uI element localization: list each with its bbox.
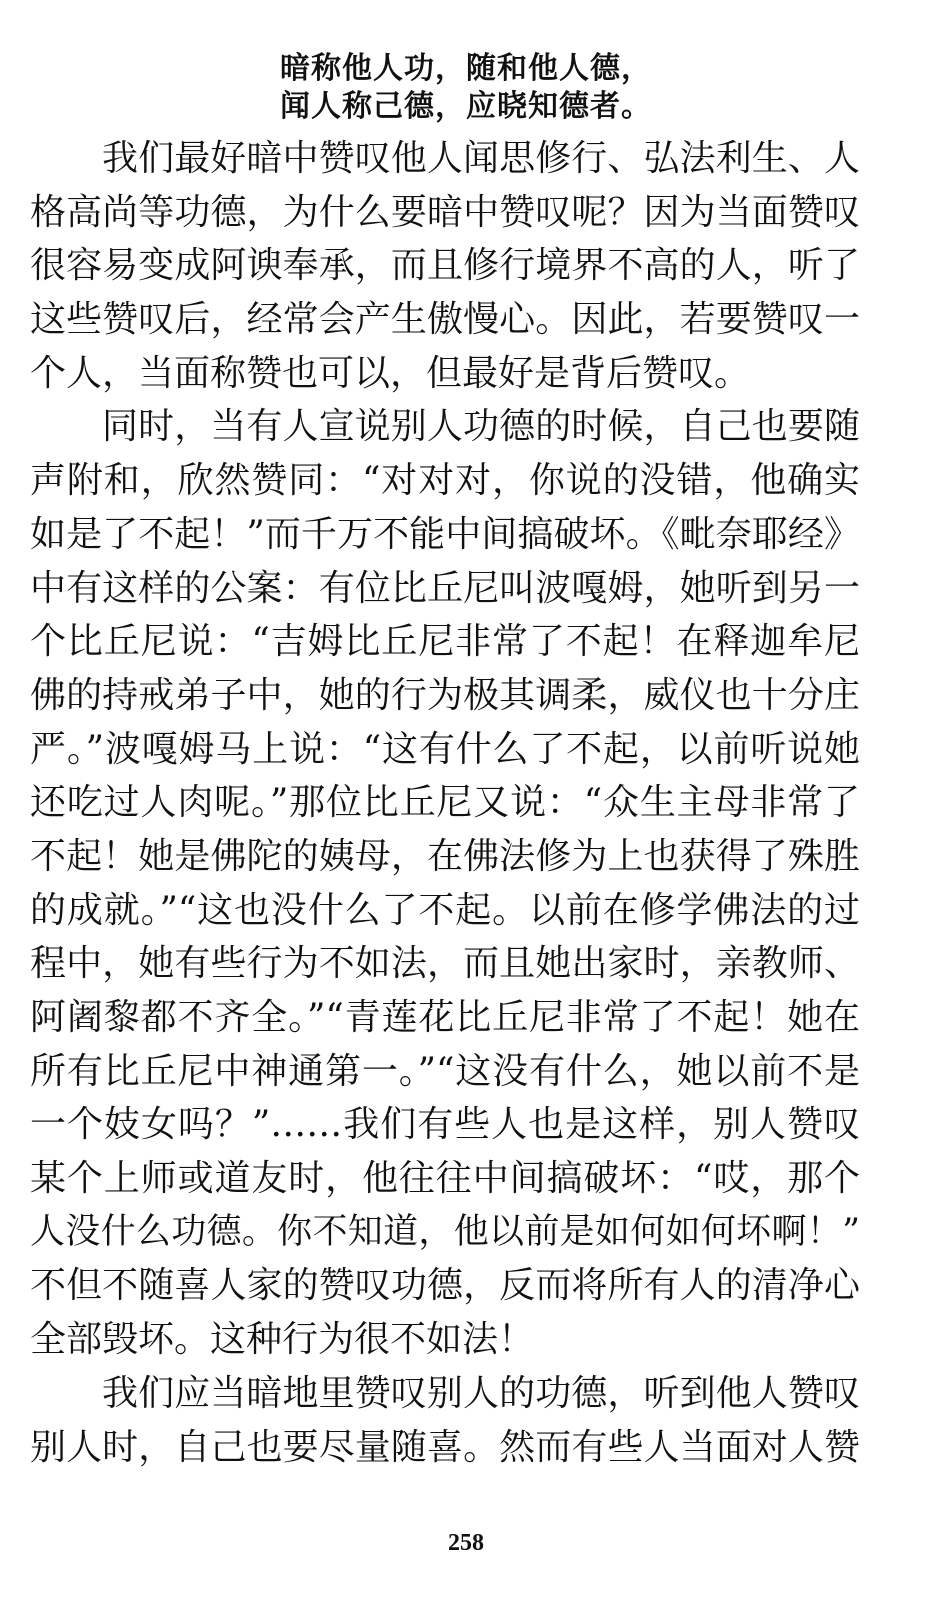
verse-line-2: 闻人称己德，应晓知德者。 bbox=[280, 89, 652, 124]
text-line: 我们应当暗地里赞叹别人的功德，听到他人赞叹 bbox=[102, 1372, 860, 1414]
text-line: 中有这样的公案：有位比丘尼叫波嘎姆，她听到另一 bbox=[30, 567, 860, 609]
text-line: 人没什么功德。你不知道，他以前是如何如何坏啊！” bbox=[30, 1211, 860, 1252]
text-line: 这些赞叹后，经常会产生傲慢心。因此，若要赞叹一 bbox=[30, 299, 860, 341]
page-number: 258 bbox=[448, 1530, 484, 1556]
text-line: 某个上师或道友时，他往往中间搞破坏：“哎，那个 bbox=[30, 1158, 860, 1200]
verse-line-1: 暗称他人功，随和他人德， bbox=[280, 51, 652, 86]
text-line: 程中，她有些行为不如法，而且她出家时，亲教师、 bbox=[30, 943, 860, 985]
text-line: 我们最好暗中赞叹他人闻思修行、弘法利生、人 bbox=[102, 138, 860, 179]
text-line: 全部毁坏。这种行为很不如法！ bbox=[30, 1319, 535, 1361]
text-line: 不但不随喜人家的赞叹功德，反而将所有人的清净心 bbox=[30, 1265, 860, 1307]
text-line: 如是了不起！”而千万不能中间搞破坏。《毗奈耶经》 bbox=[30, 513, 860, 555]
text-line: 声附和，欣然赞同：“对对对，你说的没错，他确实 bbox=[30, 460, 860, 502]
text-line: 不起！她是佛陀的姨母，在佛法修为上也获得了殊胜 bbox=[30, 835, 860, 877]
text-line: 所有比丘尼中神通第一。”“这没有什么，她以前不是 bbox=[30, 1050, 860, 1092]
text-line: 佛的持戒弟子中，她的行为极其调柔，威仪也十分庄 bbox=[30, 674, 860, 716]
text-line: 严。”波嘎姆马上说：“这有什么了不起，以前听说她 bbox=[30, 728, 860, 770]
text-line: 还吃过人肉呢。”那位比丘尼又说：“众生主母非常了 bbox=[30, 782, 860, 824]
text-line: 很容易变成阿谀奉承，而且修行境界不高的人，听了 bbox=[30, 245, 860, 287]
body-text bbox=[30, 132, 860, 1474]
text-line: 个比丘尼说：“吉姆比丘尼非常了不起！在释迦牟尼 bbox=[30, 621, 860, 663]
text-line: 别人时，自己也要尽量随喜。然而有些人当面对人赞 bbox=[30, 1426, 860, 1468]
text-line: 同时，当有人宣说别人功德的时候，自己也要随 bbox=[102, 406, 860, 448]
text-line: 一个妓女吗？”……我们有些人也是这样，别人赞叹 bbox=[30, 1104, 860, 1146]
text-line: 格高尚等功德，为什么要暗中赞叹呢？因为当面赞叹 bbox=[30, 191, 860, 233]
text-line: 个人，当面称赞也可以，但最好是背后赞叹。 bbox=[30, 352, 751, 394]
text-line: 的成就。”“这也没什么了不起。以前在修学佛法的过 bbox=[30, 889, 860, 931]
text-line: 阿阇黎都不齐全。”“青莲花比丘尼非常了不起！她在 bbox=[30, 997, 860, 1038]
